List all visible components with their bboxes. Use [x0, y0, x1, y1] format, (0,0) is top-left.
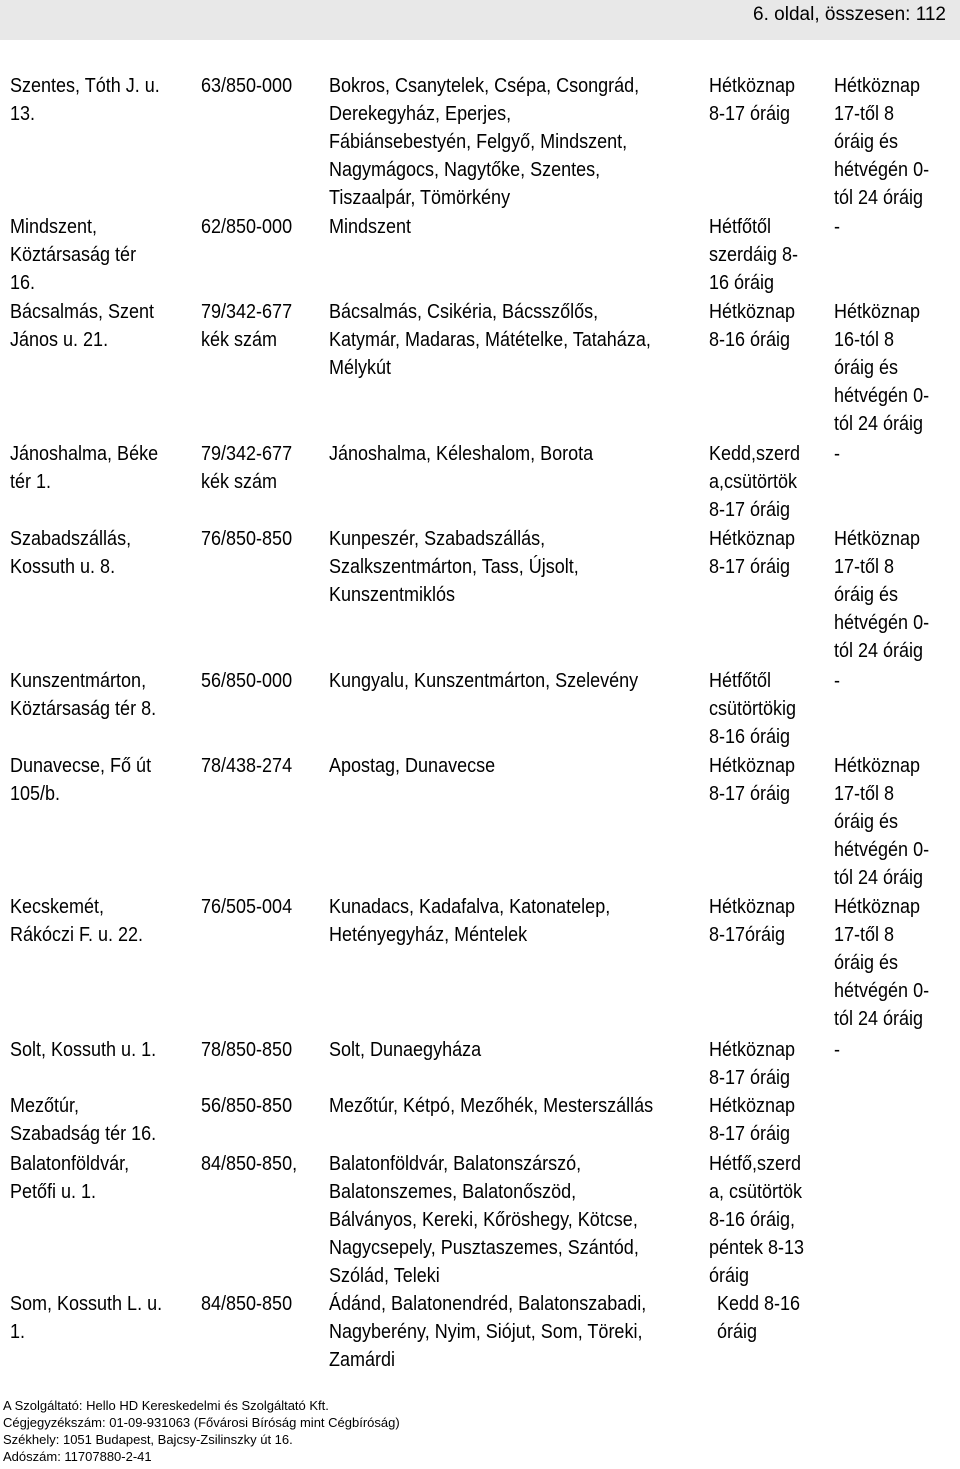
address-cell: Bácsalmás, Szent János u. 21.: [10, 301, 155, 351]
settlements-cell: Ádánd, Balatonendréd, Balatonszabadi, Nagyberény, Nyim, Siójut, Som, Töreki, Zamárdi: [329, 1293, 647, 1371]
footer-tax-number: Adószám: 11707880-2-41: [3, 1449, 152, 1464]
address-cell: Som, Kossuth L. u. 1.: [10, 1293, 163, 1343]
hours-cell: Hétköznap 8-17 óráig: [709, 75, 796, 125]
phone-cell: 79/342-677 kék szám: [201, 301, 293, 351]
phone-cell: 78/438-274: [201, 755, 293, 777]
address-cell: Szabadszállás, Kossuth u. 8.: [10, 528, 132, 578]
page-number-label: 6. oldal, összesen: 112: [753, 4, 946, 25]
hours-cell: Hétköznap 8-17 óráig: [709, 755, 796, 805]
extra-hours-cell: -: [834, 216, 841, 238]
address-cell: Mindszent, Köztársaság tér 16.: [10, 216, 137, 294]
phone-cell: 84/850-850: [201, 1293, 293, 1315]
phone-cell: 76/850-850: [201, 528, 293, 550]
settlements-cell: Mezőtúr, Kétpó, Mezőhék, Mesterszállás: [329, 1095, 654, 1117]
settlements-cell: Bokros, Csanytelek, Csépa, Csongrád, Derekegyház, Eperjes, Fábiánsebestyén, Felgyő, Mindszent, Nagymágocs, Nagytőke, Szentes, Tiszaalpár, Tömörkény: [329, 75, 640, 209]
address-cell: Mezőtúr, Szabadság tér 16.: [10, 1095, 157, 1145]
phone-cell: 84/850-850,: [201, 1153, 298, 1175]
phone-cell: 56/850-850: [201, 1095, 293, 1117]
footer-address: Székhely: 1051 Budapest, Bajcsy-Zsilinszky út 16.: [3, 1432, 293, 1447]
address-cell: Solt, Kossuth u. 1.: [10, 1039, 157, 1061]
extra-hours-cell: -: [834, 1039, 841, 1061]
settlements-cell: Bácsalmás, Csikéria, Bácsszőlős, Katymár, Madaras, Mátételke, Tataháza, Mélykút: [329, 301, 651, 379]
hours-cell: Kedd,szerd a,csütörtök 8-17 óráig: [709, 443, 801, 521]
address-cell: Balatonföldvár, Petőfi u. 1.: [10, 1153, 130, 1203]
extra-hours-cell: -: [834, 670, 841, 692]
phone-cell: 79/342-677 kék szám: [201, 443, 293, 493]
address-cell: Dunavecse, Fő út 105/b.: [10, 755, 152, 805]
extra-hours-cell: Hétköznap 17-től 8 óráig és hétvégén 0- tól 24 óráig: [834, 528, 930, 662]
hours-cell: Kedd 8-16 óráig: [717, 1293, 801, 1343]
hours-cell: Hétköznap 8-17 óráig: [709, 1039, 796, 1089]
settlements-cell: Balatonföldvár, Balatonszárszó, Balatonszemes, Balatonőszöd, Bálványos, Kereki, Kőröshegy, Kötcse, Nagycsepely, Pusztaszemes, Szántód, Szólád, Teleki: [329, 1153, 639, 1287]
hours-cell: Hétfőtől szerdáig 8- 16 óráig: [709, 216, 799, 294]
extra-hours-cell: Hétköznap 17-től 8 óráig és hétvégén 0- tól 24 óráig: [834, 755, 930, 889]
hours-cell: Hétfő,szerd a, csütörtök 8-16 óráig, péntek 8-13 óráig: [709, 1153, 805, 1287]
settlements-cell: Mindszent: [329, 216, 412, 238]
extra-hours-cell: Hétköznap 17-től 8 óráig és hétvégén 0- tól 24 óráig: [834, 75, 930, 209]
footer-registration: Cégjegyzékszám: 01-09-931063 (Fővárosi Bíróság mint Cégbíróság): [3, 1415, 400, 1430]
extra-hours-cell: Hétköznap 17-től 8 óráig és hétvégén 0- tól 24 óráig: [834, 896, 930, 1030]
address-cell: Jánoshalma, Béke tér 1.: [10, 443, 159, 493]
settlements-cell: Kunadacs, Kadafalva, Katonatelep, Hetényegyház, Méntelek: [329, 896, 611, 946]
settlements-cell: Jánoshalma, Kéleshalom, Borota: [329, 443, 594, 465]
footer-company: A Szolgáltató: Hello HD Kereskedelmi és Szolgáltató Kft.: [3, 1398, 329, 1413]
address-cell: Kunszentmárton, Köztársaság tér 8.: [10, 670, 157, 720]
phone-cell: 62/850-000: [201, 216, 293, 238]
hours-cell: Hétköznap 8-17óráig: [709, 896, 796, 946]
hours-cell: Hétköznap 8-17 óráig: [709, 528, 796, 578]
phone-cell: 56/850-000: [201, 670, 293, 692]
settlements-cell: Solt, Dunaegyháza: [329, 1039, 482, 1061]
address-cell: Szentes, Tóth J. u. 13.: [10, 75, 160, 125]
phone-cell: 63/850-000: [201, 75, 293, 97]
settlements-cell: Kungyalu, Kunszentmárton, Szelevény: [329, 670, 639, 692]
hours-cell: Hétköznap 8-17 óráig: [709, 1095, 796, 1145]
hours-cell: Hétfőtől csütörtökig 8-16 óráig: [709, 670, 797, 748]
hours-cell: Hétköznap 8-16 óráig: [709, 301, 796, 351]
address-cell: Kecskemét, Rákóczi F. u. 22.: [10, 896, 144, 946]
settlements-cell: Kunpeszér, Szabadszállás, Szalkszentmárton, Tass, Újsolt, Kunszentmiklós: [329, 528, 579, 606]
extra-hours-cell: -: [834, 443, 841, 465]
extra-hours-cell: Hétköznap 16-tól 8 óráig és hétvégén 0- tól 24 óráig: [834, 301, 930, 435]
settlements-cell: Apostag, Dunavecse: [329, 755, 496, 777]
phone-cell: 76/505-004: [201, 896, 293, 918]
page-header: [0, 0, 960, 40]
phone-cell: 78/850-850: [201, 1039, 293, 1061]
